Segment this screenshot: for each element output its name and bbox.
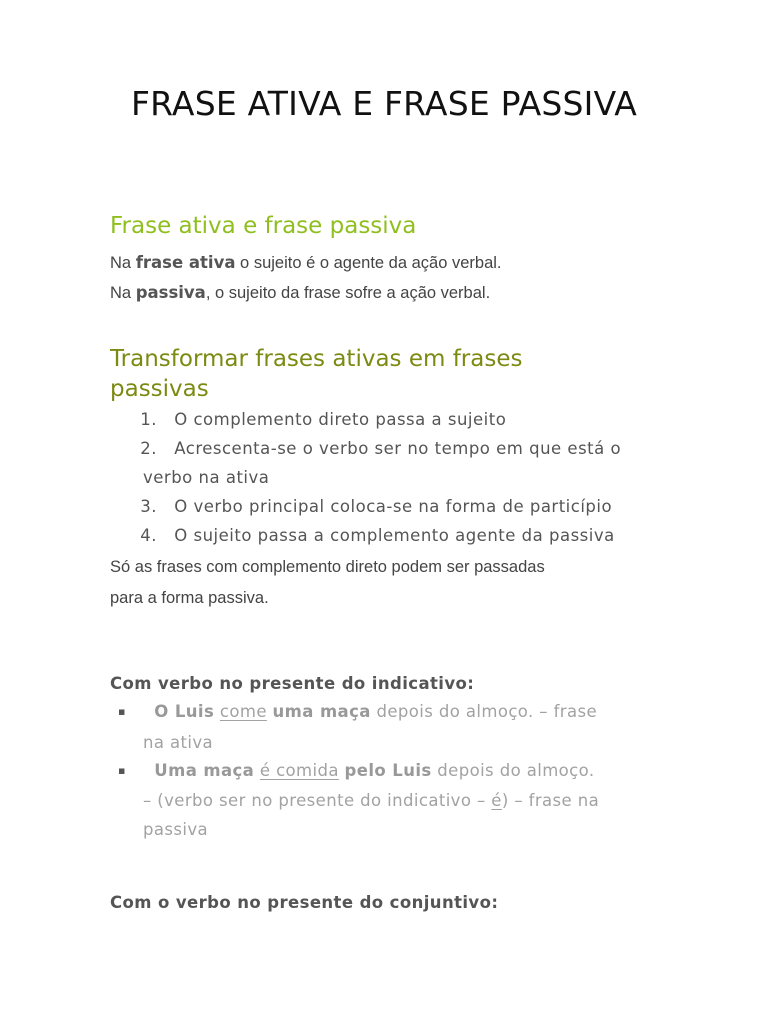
example-continuation: [143, 791, 599, 810]
list-item: [110, 410, 506, 429]
example-continuation: passiva: [143, 820, 209, 839]
note-line: para a forma passiva.: [110, 589, 269, 607]
example-verb: é comida: [259, 761, 339, 780]
example-active: [143, 702, 597, 721]
text-segment: Na: [110, 284, 136, 302]
list-number: 3.: [140, 497, 157, 516]
text-segment: ) – frase na: [501, 791, 600, 810]
list-text: O verbo principal coloca-se na forma de particípio: [174, 497, 613, 516]
example-rest: depois do almoço.: [431, 761, 595, 780]
document-title: FRASE ATIVA E FRASE PASSIVA: [130, 84, 638, 123]
list-text: O sujeito passa a complemento agente da passiva: [174, 526, 615, 545]
text-segment: Na: [110, 254, 136, 272]
example-rest: depois do almoço. – frase: [370, 702, 598, 721]
bullet-icon: ▪: [118, 764, 126, 777]
list-number: 4.: [140, 526, 157, 545]
definition-passive: [110, 283, 490, 303]
list-number: 2.: [140, 439, 157, 458]
example-object: uma maça: [272, 702, 371, 721]
text-segment: o sujeito é o agente da ação verbal.: [235, 254, 502, 272]
heading-line: passivas: [110, 376, 209, 402]
section-heading-frase-ativa: Frase ativa e frase passiva: [110, 213, 417, 239]
text-segment: – (verbo ser no presente do indicativo –: [143, 791, 492, 810]
bold-term: passiva: [135, 283, 206, 302]
example-subject: O Luis: [154, 702, 215, 721]
example-continuation: na ativa: [143, 733, 214, 752]
list-item: [110, 526, 615, 545]
underlined-verb: é: [491, 791, 502, 810]
example-verb: come: [219, 702, 267, 721]
list-item: [110, 497, 612, 516]
list-item-continuation: verbo na ativa: [143, 468, 270, 487]
heading-line: Transformar frases ativas em frases: [110, 346, 523, 372]
list-item: [110, 439, 621, 458]
example-subject: Uma maça: [154, 761, 255, 780]
list-text: O complemento direto passa a sujeito: [174, 410, 507, 429]
subheading-presente-indicativo: Com verbo no presente do indicativo:: [110, 674, 475, 693]
example-agent: pelo Luis: [344, 761, 432, 780]
example-passive: [143, 761, 595, 780]
list-number: 1.: [140, 410, 157, 429]
bold-term: frase ativa: [135, 253, 236, 272]
text-segment: , o sujeito da frase sofre a ação verbal.: [205, 284, 491, 302]
subheading-presente-conjuntivo: Com o verbo no presente do conjuntivo:: [110, 893, 499, 912]
list-text: Acrescenta-se o verbo ser no tempo em que está o: [174, 439, 622, 458]
bullet-icon: ▪: [118, 705, 126, 718]
note-line: Só as frases com complemento direto podem ser passadas: [110, 558, 545, 576]
section-heading-transformar: [110, 344, 670, 404]
definition-active: [110, 253, 502, 273]
